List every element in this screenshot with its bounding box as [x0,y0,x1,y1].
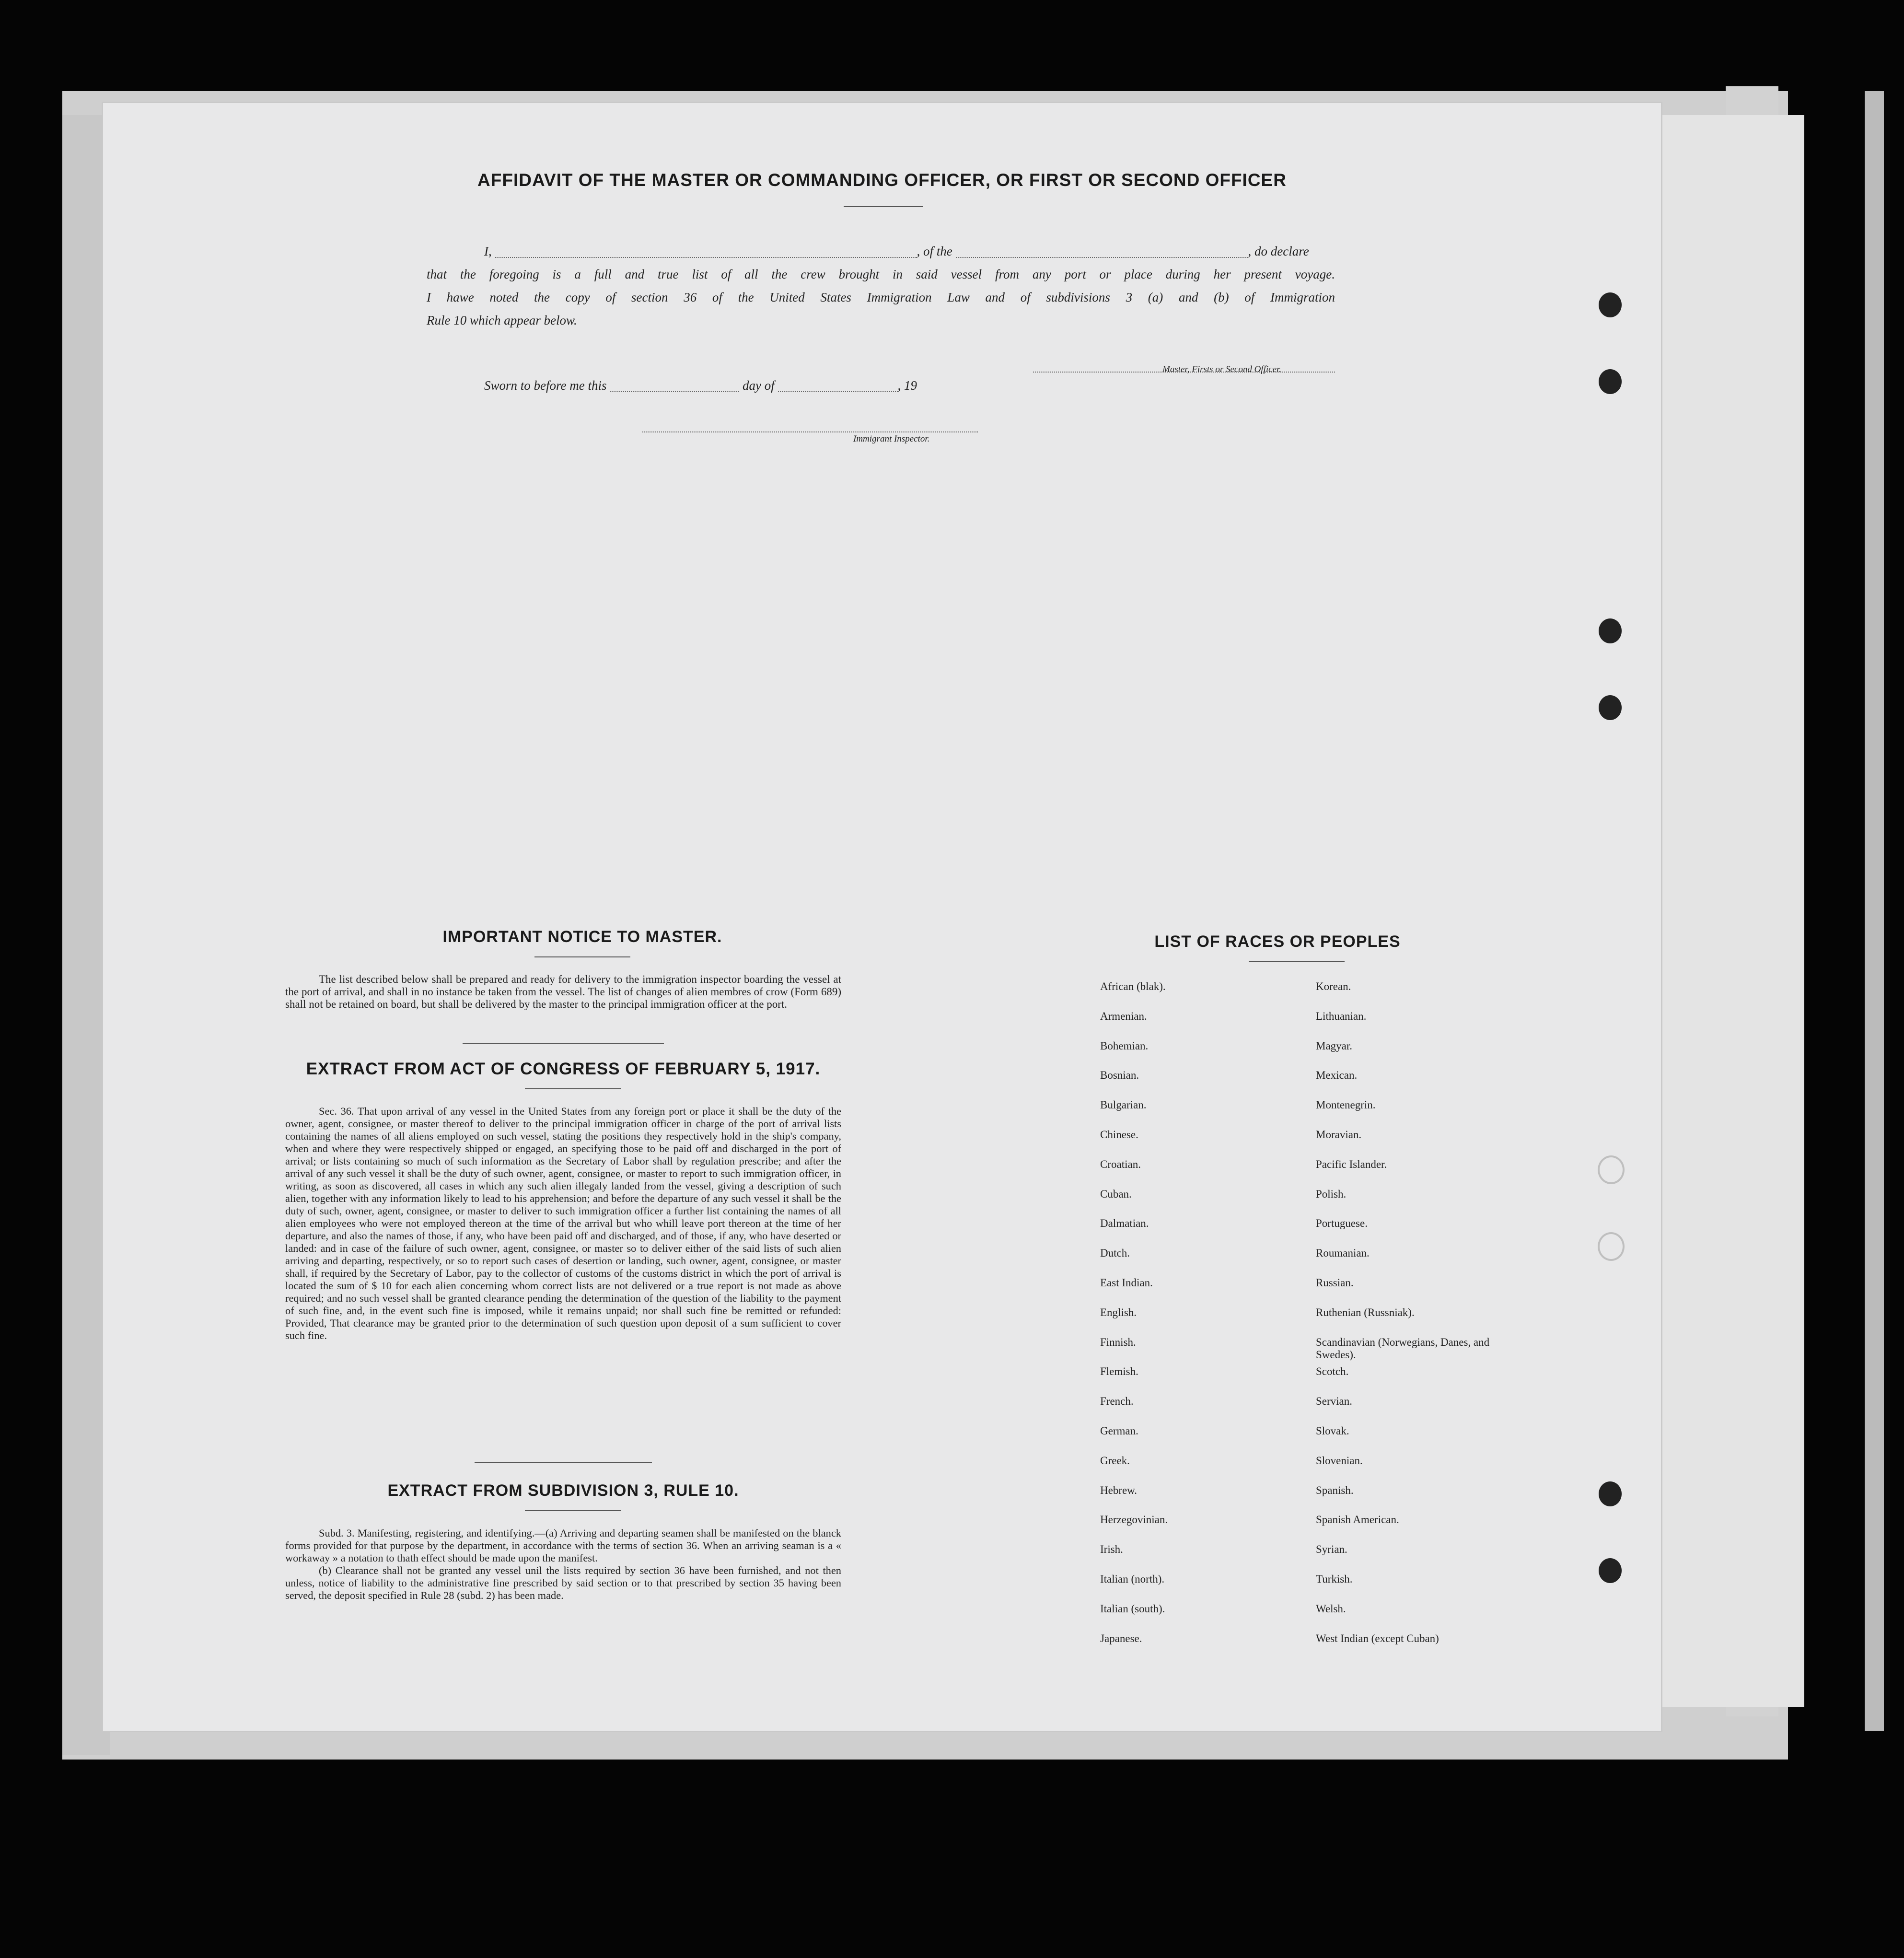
affidavit-of-the: , of the [917,244,952,258]
race-item: Hebrew. [1100,1484,1138,1496]
race-item: Polish. [1316,1188,1347,1200]
race-item: Italian (north). [1100,1573,1165,1585]
race-item: West Indian (except Cuban) [1316,1632,1439,1644]
act-body: Sec. 36. That upon arrival of any vessel in the United States from any foreign port or place it shall be the duty of the owner, agent, consignee, or master thereof to deliver to the principal immigration officer in charge of the port of arrival lists containing the names of all aliens employed on such vessel, stating the positions they respectively hold in the ship's company, when and where they were respectively shipped or engaged, an specifying those to be paid off and discharged in the port of arrival; or lists containing so much of such information as the Secretary of Labor shall by regulation prescribe; and after the arrival of any such vessel it shall be the duty of such owner, agent, consignee, or master to report to such immigration officer, in writing, as soon as discovered, all cases in which any such alien illegaly landed from the vessel, giving a description of such alien, together with any information likely to lead to his apprehension; and before the departure of any such vessel it shall be the duty of such, owner, agent, consignee, or master to deliver to such immigration officer a further list containing the names of all alien employees who were not employed thereon at the time of the arrival but who whill leave port thereon at the time of her departure, and also the names of those, if any, who have been paid off and discharged, and of those, if any, who have deserted or landed: and in case of the failure of such owner, agent, consignee, or master so to deliver either of the said lists of such alien arriving and departing, respectively, or so to report such cases of desertion or landing, such owner, agent, consignee, or master shall, if required by the Secretary of Labor, pay to the collector of customs of the customs district in which the port of arrival is located the sum of $ 10 for each alien concerning whom correct lists are not delivered or a true report is not made as above required; and no such vessel shall be granted clearance pending the determination of the question of the liability to the payment of such fine, and, in the event such fine is imposed, while it remains unpaid; nor shall such fine be remitted or refunded: Provided, That clearance may be granted prior to the determination of such question upon deposit of a sum sufficient to cover such fine. [285,1105,841,1341]
document-page [103,103,1661,1731]
subdivision-para-a: Subd. 3. Manifesting, registering, and identifying.—(a) Arriving and departing seamen shall be manifested on the blanck forms provided for that purpose by the department, in accordance with the terms of section 36. When an arriving seaman is a « workaway » a notation to thath effect should be made upon the manifest. [285,1527,841,1564]
punch-hole [1598,1232,1625,1261]
divider [534,956,630,957]
race-item: Armenian. [1100,1010,1147,1022]
notice-title: IMPORTANT NOTICE TO MASTER. [442,928,722,946]
race-item: Flemish. [1100,1365,1138,1378]
punch-hole [1599,695,1622,720]
race-item: East Indian. [1100,1276,1153,1289]
race-item: Bosnian. [1100,1069,1139,1082]
race-item: Moravian. [1316,1128,1362,1141]
race-item: Syrian. [1316,1543,1347,1556]
name-blank [495,247,917,258]
race-item: Croatian. [1100,1158,1141,1170]
divider [844,206,923,207]
race-item: Scandinavian (Norwegians, Danes, and Swedes). [1316,1336,1490,1361]
race-item: Welsh. [1316,1602,1346,1615]
race-item: Russian. [1316,1276,1354,1289]
race-item: English. [1100,1306,1137,1318]
affidavit-i: I, [484,244,492,258]
race-item: Spanish. [1316,1484,1354,1496]
affidavit-declaration-line [427,240,1335,263]
inspector-signature-blank [642,422,978,432]
master-signature-label: Master, Firsts or Second Officer. [1162,364,1282,374]
subdivision-title: EXTRACT FROM SUBDIVISION 3, RULE 10. [387,1481,739,1500]
race-item: Portuguese. [1316,1217,1368,1230]
year-text: , 19 [897,378,917,393]
race-item: Japanese. [1100,1632,1142,1644]
subdivision-para-b: (b) Clearance shall not be granted any vessel unil the lists required by section 36 have been furnished, and not then unless, notice of liability to the administrative fine prescribed by said section or to that prescribed by section 35 having been served, the deposit specified in Rule 28 (subd. 2) has been made. [285,1564,841,1601]
affidavit-line-3: I hawe noted the copy of section 36 of the United States Immigration Law and of subdivisions 3 (a) and (b) of Immigration [427,290,1335,304]
race-item: Chinese. [1100,1128,1138,1141]
race-item: Herzegovinian. [1100,1514,1168,1526]
divider [525,1088,621,1089]
race-item: German. [1100,1424,1138,1437]
divider [525,1510,621,1511]
affidavit-body [427,240,1335,332]
notice-body: The list described below shall be prepared and ready for delivery to the immigration inspector boarding the vessel at the port of arrival, and shall in no instance be taken from the vessel. The list of changes of alien membres of crow (Form 689) shall not be retained on board, but shall be delivered by the master to the principal immigration officer at the port. [285,973,841,1010]
divider [475,1462,652,1463]
race-item: Ruthenian (Russniak). [1316,1306,1415,1318]
affidavit-declare: , do declare [1248,244,1309,258]
race-item: Servian. [1316,1395,1353,1408]
background-edge-strip [1865,91,1884,1731]
race-item: French. [1100,1395,1134,1408]
affidavit-line-2: that the foregoing is a full and true list of all the crew brought in said vessel from any port or place during her present voyage. [427,267,1335,281]
affidavit-title: AFFIDAVIT OF THE MASTER OR COMMANDING OFFICER, OR FIRST OR SECOND OFFICER [477,170,1287,190]
races-column-1 [1100,980,1292,1662]
race-item: Greek. [1100,1454,1130,1467]
punch-hole [1599,1558,1622,1583]
race-item: Irish. [1100,1543,1123,1556]
race-item: Magyar. [1316,1039,1353,1052]
punch-hole [1599,369,1622,394]
race-item: Slovak. [1316,1424,1349,1437]
punch-hole [1599,292,1622,317]
race-item: Roumanian. [1316,1247,1370,1259]
subdivision-body [285,1527,841,1602]
race-item: Mexican. [1316,1069,1358,1082]
race-item: Lithuanian. [1316,1010,1367,1022]
divider [1249,961,1345,962]
race-item: Spanish American. [1316,1514,1399,1526]
race-item: Pacific Islander. [1316,1158,1387,1170]
punch-hole [1598,1155,1625,1184]
affidavit-line-4: Rule 10 which appear below. [427,313,577,327]
race-item: Slovenian. [1316,1454,1363,1467]
races-column-2 [1316,980,1517,1662]
races-title: LIST OF RACES OR PEOPLES [1154,932,1401,951]
day-blank [610,382,739,392]
race-item: Dutch. [1100,1247,1130,1259]
race-item: Korean. [1316,980,1351,992]
punch-hole [1599,618,1622,643]
race-item: Bulgarian. [1100,1099,1147,1111]
act-title: EXTRACT FROM ACT OF CONGRESS OF FEBRUARY 5, 1917. [306,1060,821,1078]
race-item: Montenegrin. [1316,1099,1376,1111]
race-item: Turkish. [1316,1573,1353,1585]
punch-hole [1599,1481,1622,1506]
race-item: Italian (south). [1100,1602,1165,1615]
race-item: Cuban. [1100,1188,1132,1200]
month-blank [778,382,898,392]
background-sheet-right-edge [1639,115,1804,1707]
race-item: Bohemian. [1100,1039,1149,1052]
race-item: African (blak). [1100,980,1166,992]
vessel-blank [956,247,1248,258]
race-item: Dalmatian. [1100,1217,1149,1230]
day-of-text: day of [743,378,775,393]
sworn-text: Sworn to before me this [484,378,607,393]
inspector-signature-label: Immigrant Inspector. [853,434,930,444]
divider [463,1043,664,1044]
race-item: Finnish. [1100,1336,1136,1348]
race-item: Scotch. [1316,1365,1349,1378]
sworn-line [427,374,1335,397]
